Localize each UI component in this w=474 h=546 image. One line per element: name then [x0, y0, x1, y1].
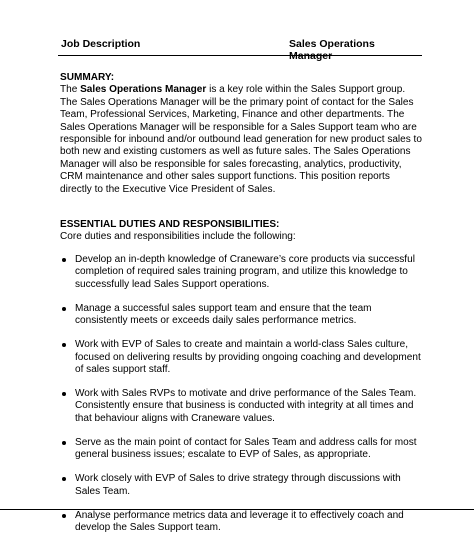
list-item	[60, 437, 424, 462]
summary-heading: SUMMARY:	[60, 72, 115, 83]
document-body	[60, 72, 424, 546]
list-item	[60, 339, 424, 376]
summary-body: is a key role within the Sales Support group. The Sales Operations Manager will be the primary point of contact for the Sales Team, Professional Services, Marketing, Finance and other departments. The Sales Operations Manager will be responsible for a Sales Support team who are responsible for inbound and/or outbound lead generation for new product sales to both new and existing customers as well as future sales. The Sales Operations Manager will also be responsible for sales forecasting, analytics, productivity, CRM maintenance and other sales support functions. This position reports directly to the Executive Vice President of Sales.	[60, 84, 422, 195]
header-left-label: Job Description	[61, 38, 141, 50]
list-item	[60, 254, 424, 291]
page-bottom-border	[0, 509, 474, 510]
header-divider	[58, 55, 422, 56]
list-item	[60, 388, 424, 425]
bullet-icon	[62, 392, 66, 396]
bullet-icon	[62, 258, 66, 262]
list-item	[60, 510, 424, 535]
bullet-icon	[62, 307, 66, 311]
document-header	[58, 38, 411, 62]
bullet-icon	[62, 343, 66, 347]
duty-text: Analyse performance metrics data and leverage it to effectively coach and develop the Sales Support team.	[75, 509, 404, 533]
duty-text: Work with Sales RVPs to motivate and drive performance of the Sales Team. Consistently ensure that business is conducted with integrity at all times and that behaviour aligns with Craneware values.	[75, 387, 417, 424]
duty-text: Develop an in-depth knowledge of Craneware’s core products via successful completion of required sales training program, and utilize this knowledge to successfully lead Sales Support operations.	[75, 253, 415, 290]
duty-text: Work with EVP of Sales to create and maintain a world-class Sales culture, focused on delivering results by providing ongoing coaching and development of sales support staff.	[75, 339, 421, 375]
duty-text: Work closely with EVP of Sales to drive strategy through discussions with Sales Team.	[75, 473, 401, 497]
list-item	[60, 473, 424, 498]
duties-list	[60, 254, 424, 534]
summary-lead: The	[60, 84, 81, 96]
bullet-icon	[62, 441, 66, 445]
list-item	[60, 303, 424, 328]
summary-paragraph	[60, 84, 424, 196]
duty-text: Manage a successful sales support team and ensure that the team consistently meets or exceeds daily sales performance metrics.	[75, 302, 372, 327]
duty-text: Serve as the main point of contact for Sales Team and address calls for most general business issues; escalate to EVP of Sales, as appropriate.	[75, 436, 417, 461]
bullet-icon	[62, 514, 66, 518]
bullet-icon	[62, 477, 66, 481]
summary-bold-term: Sales Operations Manager	[80, 84, 207, 96]
duties-intro: Core duties and responsibilities include the following:	[60, 231, 296, 243]
duties-heading: ESSENTIAL DUTIES AND RESPONSIBILITIES:	[60, 219, 280, 231]
header-job-title: Sales Operations Manager	[289, 38, 375, 62]
